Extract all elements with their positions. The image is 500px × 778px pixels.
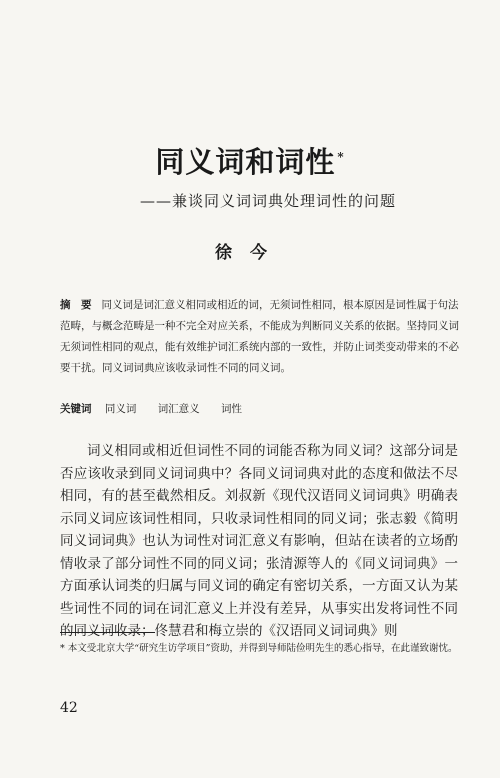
title-footnote-mark: *	[337, 150, 345, 165]
abstract-block	[60, 295, 460, 379]
page-number: 42	[60, 700, 78, 716]
author-name: 徐今	[215, 243, 285, 263]
title-text: 同义词和词性	[155, 145, 336, 179]
keyword-item: 词汇意义	[157, 403, 200, 415]
article-title	[0, 140, 500, 181]
keywords-label: 关键词	[60, 403, 92, 415]
article-subtitle: ——兼谈同义词词典处理词性的问题	[140, 192, 397, 210]
abstract-text: 同义词是词汇意义相同或相近的词，无须词性相同，根本原因是词性属于句法范畴，与概念范畴是一种不完全对应关系，不能成为判断同义关系的依据。坚持同义词无须词性相同的观点，能有效维护词汇系统内部的一致性，并防止词类变动带来的不必要干扰。同义词词典应该收录词性不同的同义词。	[60, 299, 459, 374]
keyword-item: 词性	[221, 403, 243, 415]
footnote-divider	[60, 632, 155, 633]
abstract-label: 摘 要	[60, 299, 92, 311]
keywords-block	[60, 400, 460, 418]
footnote: * 本文受北京大学“研究生访学项目”资助，并得到导师陆俭明先生的悉心指导，在此谨致谢忱。	[60, 643, 458, 654]
body-paragraph: 词义相同或相近但词性不同的词能否称为同义词？这部分词是否应该收录到同义词词典中？各同义词词典对此的态度和做法不尽相同，有的甚至截然相反。刘叔新《现代汉语同义词词典》明确表示同义词应该词性相同，只收录词性相同的同义词；张志毅《简明同义词词典》也认为词性对词汇意义有影响，但站在读者的立场酌情收录了部分词性不同的同义词；张清源等人的《同义词词典》一方面承认词类的归属与同义词的确定有密切关系，一方面又认为某些词性不同的词在词汇意义上并没有差异，从事实出发将词性不同的同义词收录；佟慧君和梅立崇的《汉语同义词词典》则	[60, 443, 458, 639]
keyword-item: 同义词	[104, 403, 137, 415]
